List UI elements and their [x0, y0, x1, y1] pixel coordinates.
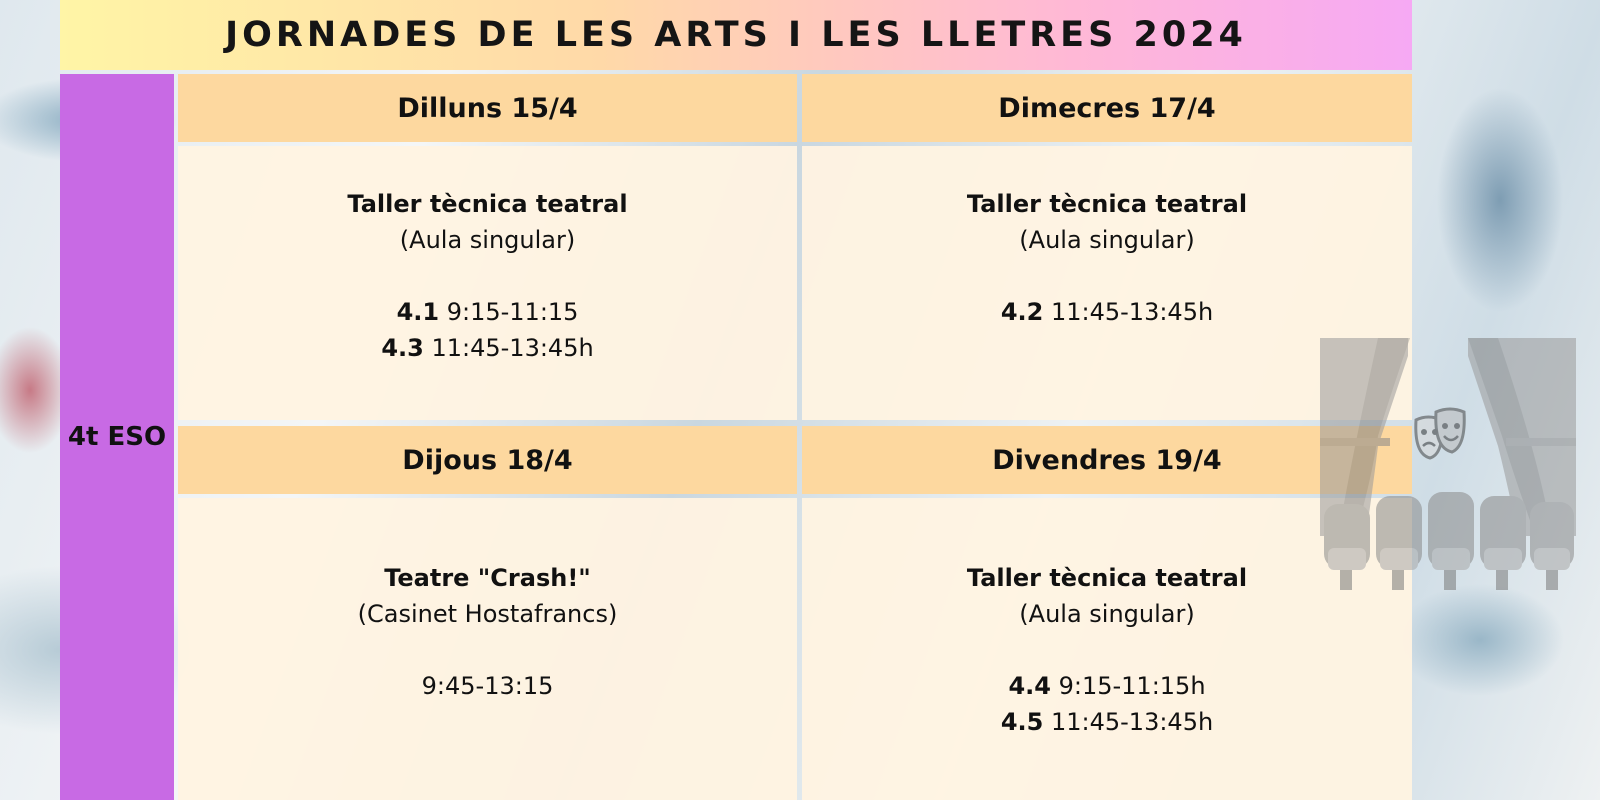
session-id: 4.1 — [396, 298, 440, 326]
day-cell-monday — [178, 146, 797, 420]
group-label: 4t ESO — [67, 422, 167, 452]
day-header-wednesday: Dimecres 17/4 — [802, 74, 1412, 142]
day-cell-thursday — [178, 498, 797, 800]
day-header-friday: Divendres 19/4 — [802, 426, 1412, 494]
session-time: 11:45-13:45h — [1050, 298, 1214, 326]
activity-title: Teatre "Crash!" — [384, 564, 591, 592]
activity-time: 9:45-13:15 — [421, 672, 554, 700]
session-id: 4.5 — [1000, 708, 1044, 736]
session-line — [381, 330, 593, 366]
theatre-masks-icon — [1416, 409, 1464, 458]
title-banner — [60, 0, 1412, 70]
activity-place: (Aula singular) — [1019, 226, 1195, 254]
session-time: 11:45-13:45h — [1050, 708, 1214, 736]
session-time: 11:45-13:45h — [431, 334, 594, 362]
session-line — [1008, 668, 1205, 704]
session-id: 4.2 — [1000, 298, 1044, 326]
group-column — [60, 74, 174, 800]
session-time: 9:15-11:15 — [446, 298, 579, 326]
session-id: 4.4 — [1008, 672, 1051, 700]
session-line — [397, 294, 579, 330]
day-header-monday: Dilluns 15/4 — [178, 74, 797, 142]
theatre-stage-icon — [1318, 336, 1578, 606]
session-line — [1001, 294, 1213, 330]
session-id: 4.3 — [381, 334, 424, 362]
activity-title: Taller tècnica teatral — [347, 190, 628, 218]
activity-place: (Aula singular) — [1019, 600, 1195, 628]
session-line — [1001, 704, 1213, 740]
day-header-thursday: Dijous 18/4 — [178, 426, 797, 494]
activity-place: (Aula singular) — [399, 226, 576, 254]
session-time: 9:15-11:15h — [1058, 672, 1206, 700]
activity-title: Taller tècnica teatral — [966, 564, 1248, 592]
activity-place: (Casinet Hostafrancs) — [357, 600, 618, 628]
page-title: JORNADES DE LES ARTS I LES LLETRES 2024 — [225, 15, 1247, 55]
activity-title: Taller tècnica teatral — [966, 190, 1248, 218]
